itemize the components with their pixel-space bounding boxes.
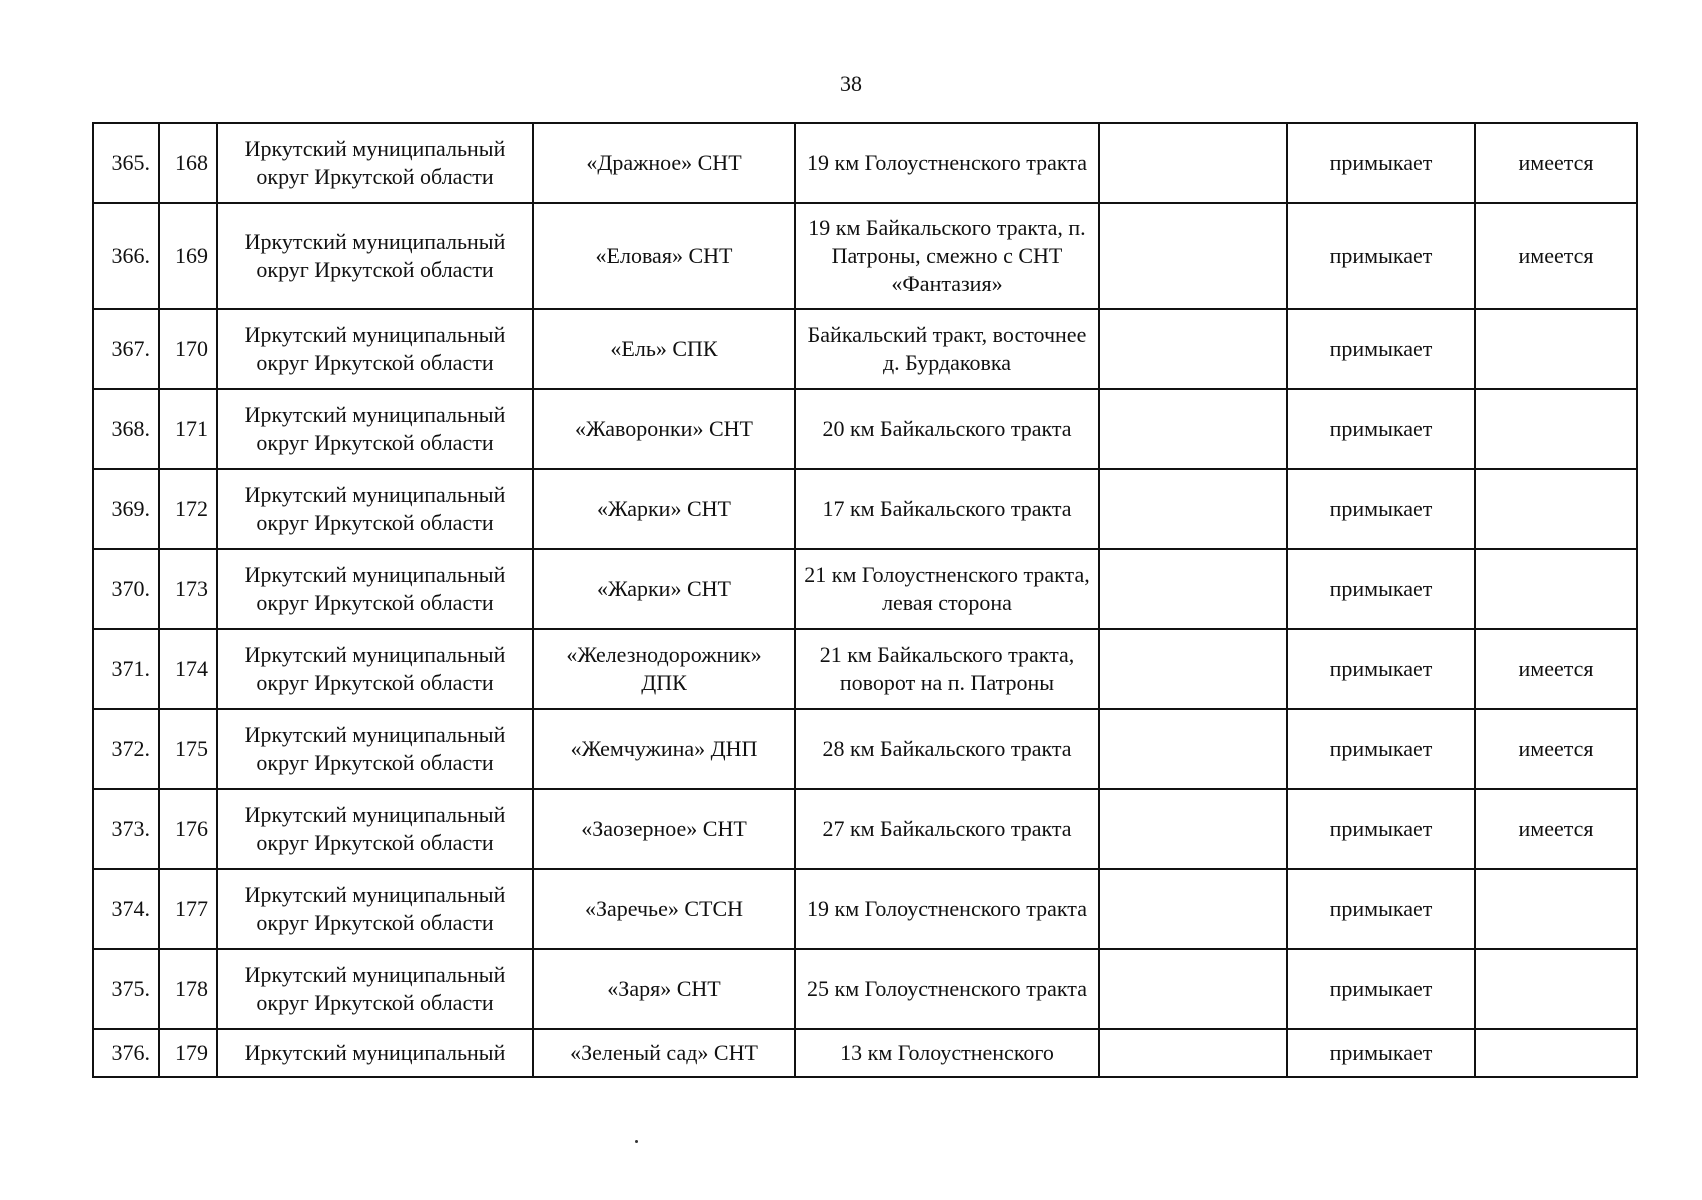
location-cell: 27 км Байкальского тракта xyxy=(795,789,1099,869)
name-cell: «Заозерное» СНТ xyxy=(533,789,795,869)
district-cell: Иркутский муниципальный округ Иркутской области xyxy=(217,789,533,869)
location-cell: 20 км Байкальского тракта xyxy=(795,389,1099,469)
empty-cell xyxy=(1099,123,1287,203)
page-number: 38 xyxy=(840,71,862,96)
adjacency-cell: примыкает xyxy=(1287,309,1475,389)
district-cell: Иркутский муниципальный округ Иркутской области xyxy=(217,123,533,203)
row-number: 370. xyxy=(93,549,159,629)
availability-cell: имеется xyxy=(1475,789,1637,869)
table-row xyxy=(93,869,1637,949)
availability-cell: имеется xyxy=(1475,123,1637,203)
location-cell: Байкальский тракт, восточнее д. Бурдаковка xyxy=(795,309,1099,389)
row-sub-number: 172 xyxy=(159,469,217,549)
table-row xyxy=(93,123,1637,203)
district-cell: Иркутский муниципальный округ Иркутской области xyxy=(217,389,533,469)
availability-cell xyxy=(1475,469,1637,549)
empty-cell xyxy=(1099,709,1287,789)
table-row xyxy=(93,309,1637,389)
row-number: 367. xyxy=(93,309,159,389)
empty-cell xyxy=(1099,469,1287,549)
availability-cell: имеется xyxy=(1475,709,1637,789)
adjacency-cell: примыкает xyxy=(1287,203,1475,309)
empty-cell xyxy=(1099,789,1287,869)
district-cell: Иркутский муниципальный округ Иркутской области xyxy=(217,549,533,629)
row-sub-number: 169 xyxy=(159,203,217,309)
row-number: 368. xyxy=(93,389,159,469)
availability-cell xyxy=(1475,1029,1637,1077)
row-number: 366. xyxy=(93,203,159,309)
location-cell: 21 км Голоустненского тракта, левая сторона xyxy=(795,549,1099,629)
row-number: 375. xyxy=(93,949,159,1029)
row-number: 373. xyxy=(93,789,159,869)
adjacency-cell: примыкает xyxy=(1287,1029,1475,1077)
location-cell: 28 км Байкальского тракта xyxy=(795,709,1099,789)
adjacency-cell: примыкает xyxy=(1287,629,1475,709)
row-number: 369. xyxy=(93,469,159,549)
row-sub-number: 170 xyxy=(159,309,217,389)
name-cell: «Дражное» СНТ xyxy=(533,123,795,203)
row-sub-number: 174 xyxy=(159,629,217,709)
name-cell: «Заречье» СТСН xyxy=(533,869,795,949)
adjacency-cell: примыкает xyxy=(1287,709,1475,789)
name-cell: «Жемчужина» ДНП xyxy=(533,709,795,789)
table-row xyxy=(93,1029,1637,1077)
availability-cell xyxy=(1475,549,1637,629)
name-cell: «Железнодорожник» ДПК xyxy=(533,629,795,709)
district-cell: Иркутский муниципальный округ Иркутской области xyxy=(217,469,533,549)
district-cell: Иркутский муниципальный округ Иркутской области xyxy=(217,629,533,709)
row-number: 376. xyxy=(93,1029,159,1077)
empty-cell xyxy=(1099,949,1287,1029)
empty-cell xyxy=(1099,389,1287,469)
district-cell: Иркутский муниципальный округ Иркутской области xyxy=(217,869,533,949)
district-cell: Иркутский муниципальный округ Иркутской области xyxy=(217,309,533,389)
row-sub-number: 173 xyxy=(159,549,217,629)
location-cell: 19 км Голоустненского тракта xyxy=(795,869,1099,949)
registry-table xyxy=(92,122,1638,1078)
name-cell: «Жарки» СНТ xyxy=(533,469,795,549)
availability-cell xyxy=(1475,949,1637,1029)
table-row xyxy=(93,709,1637,789)
location-cell: 13 км Голоустненского xyxy=(795,1029,1099,1077)
empty-cell xyxy=(1099,549,1287,629)
district-cell: Иркутский муниципальный округ Иркутской области xyxy=(217,709,533,789)
scan-dot xyxy=(635,1140,638,1143)
table-row xyxy=(93,549,1637,629)
row-number: 374. xyxy=(93,869,159,949)
availability-cell xyxy=(1475,389,1637,469)
adjacency-cell: примыкает xyxy=(1287,949,1475,1029)
table-row xyxy=(93,789,1637,869)
table-row xyxy=(93,203,1637,309)
row-number: 372. xyxy=(93,709,159,789)
row-number: 365. xyxy=(93,123,159,203)
district-cell: Иркутский муниципальный округ Иркутской области xyxy=(217,203,533,309)
location-cell: 17 км Байкальского тракта xyxy=(795,469,1099,549)
row-sub-number: 177 xyxy=(159,869,217,949)
row-sub-number: 171 xyxy=(159,389,217,469)
location-cell: 21 км Байкальского тракта, поворот на п. Патроны xyxy=(795,629,1099,709)
location-cell: 25 км Голоустненского тракта xyxy=(795,949,1099,1029)
district-cell: Иркутский муниципальный округ Иркутской области xyxy=(217,949,533,1029)
availability-cell: имеется xyxy=(1475,203,1637,309)
adjacency-cell: примыкает xyxy=(1287,789,1475,869)
empty-cell xyxy=(1099,629,1287,709)
row-sub-number: 168 xyxy=(159,123,217,203)
adjacency-cell: примыкает xyxy=(1287,389,1475,469)
adjacency-cell: примыкает xyxy=(1287,469,1475,549)
table-row xyxy=(93,389,1637,469)
name-cell: «Жаворонки» СНТ xyxy=(533,389,795,469)
table-row xyxy=(93,629,1637,709)
district-cell: Иркутский муниципальный xyxy=(217,1029,533,1077)
row-sub-number: 179 xyxy=(159,1029,217,1077)
availability-cell: имеется xyxy=(1475,629,1637,709)
empty-cell xyxy=(1099,203,1287,309)
row-sub-number: 175 xyxy=(159,709,217,789)
row-number: 371. xyxy=(93,629,159,709)
row-sub-number: 176 xyxy=(159,789,217,869)
location-cell: 19 км Голоустненского тракта xyxy=(795,123,1099,203)
name-cell: «Зеленый сад» СНТ xyxy=(533,1029,795,1077)
availability-cell xyxy=(1475,309,1637,389)
name-cell: «Жарки» СНТ xyxy=(533,549,795,629)
location-cell: 19 км Байкальского тракта, п. Патроны, смежно с СНТ «Фантазия» xyxy=(795,203,1099,309)
table-row xyxy=(93,469,1637,549)
adjacency-cell: примыкает xyxy=(1287,549,1475,629)
empty-cell xyxy=(1099,1029,1287,1077)
row-sub-number: 178 xyxy=(159,949,217,1029)
name-cell: «Еловая» СНТ xyxy=(533,203,795,309)
table-row xyxy=(93,949,1637,1029)
availability-cell xyxy=(1475,869,1637,949)
empty-cell xyxy=(1099,869,1287,949)
adjacency-cell: примыкает xyxy=(1287,869,1475,949)
adjacency-cell: примыкает xyxy=(1287,123,1475,203)
empty-cell xyxy=(1099,309,1287,389)
name-cell: «Ель» СПК xyxy=(533,309,795,389)
name-cell: «Заря» СНТ xyxy=(533,949,795,1029)
